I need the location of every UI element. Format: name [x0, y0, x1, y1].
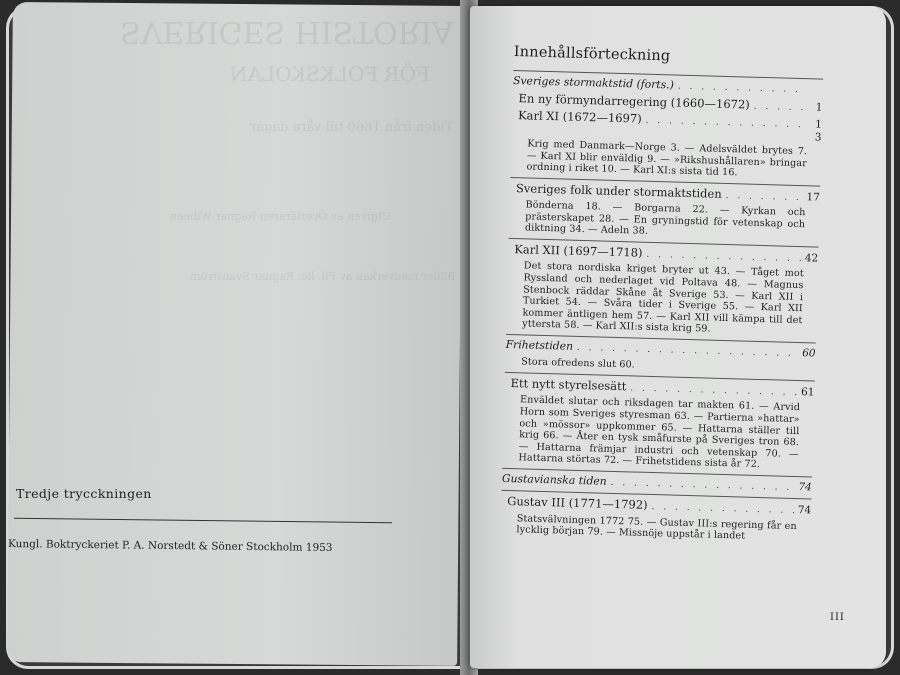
toc-entry: Gustav III (1771—1792) . . . 74	[507, 495, 811, 518]
toc-title: Innehållsförteckning	[513, 44, 671, 65]
printer-imprint: Kungl. Boktryckeriet P. A. Norstedt & Söner Stockholm 1953	[7, 538, 333, 554]
toc-entry-description: Stora ofredens slut 60.	[521, 356, 636, 371]
toc-entry-description: Bönderna 18. — Borgarna 22. — Kyrkan och prästerskapet 28. — En gryningstid för vetenskap och diktning 34. — Adeln 38.	[524, 199, 806, 238]
toc-entry-description: Enväldet slutar och riksdagen tar makten 61. — Arvid Horn som Sveriges styresman 63. — Partierna »hattar» och »mössor» uppkommer 65. — Hattarna ställer till krig 66. — Åter en tysk småfurste på Sveriges tron 68. — Hattarna främjar industri och vetenskap 70. — Hattarna störtas 72. — Frihetstidens sista år 72.	[518, 394, 801, 471]
toc-entry: En ny förmyndarregering (1660—1672) . . . 1	[518, 92, 822, 115]
show-through-text: SVERIGES HISTORIA	[120, 14, 454, 49]
toc-entry: Sveriges folk under stormaktstiden . . . 17	[516, 182, 820, 205]
edition-note: Tredje trycckningen	[16, 486, 152, 501]
toc-entry-page: 3	[814, 131, 822, 144]
toc-part-heading: Frihetstiden . . . 60	[505, 339, 815, 361]
show-through-text: FÖR FOLKSKOLAN	[230, 62, 430, 86]
toc-entry: Karl XII (1697—1718) . . . 42	[514, 243, 818, 266]
left-page	[7, 2, 463, 666]
toc-entry: Karl XI (1672—1697) . . . 1	[518, 109, 822, 132]
toc-part-heading: Gustavianska tiden . . . 74	[502, 473, 812, 495]
show-through-text: Bilder medverkan av Fil. lic. Ragnar Svanström	[190, 270, 456, 283]
toc-entry-description: Statsvälvningen 1772 75. — Gustav III:s regering får en lycklig början 79. — Missnöje uppstår i landet	[516, 513, 797, 542]
show-through-text: Utgiven av Överläraren Ragnar Wibeen	[170, 210, 392, 223]
page-number: III	[830, 612, 845, 623]
toc-entry: Ett nytt styrelsesätt . . . 61	[510, 377, 814, 400]
table-of-contents	[500, 46, 824, 547]
toc-entry-description: Krig med Danmark—Norge 3. — Adelsväldet brytes 7. — Karl XI blir enväldig 9. — »Rikshushållaren» bringar ordning i riket 10. — Karl XI:s sista tid 16.	[526, 138, 808, 179]
toc-entry-description: Det stora nordiska kriget bryter ut 43. — Tåget mot Ryssland och nederlaget vid Poltava 48. — Magnus Stenbock räddar Skåne åt Sverige 53. — Karl XII i Turkiet 54. — Svåra tider i Sverige 55. — Karl XII kommer äntligen hem 57. — Karl XII vill kämpa till det yttersta 58. — Karl XII:s sista krig 59.	[522, 260, 804, 335]
show-through-text: Tiden från 1660 till våra dagar	[250, 120, 454, 135]
toc-part-heading: Sveriges stormaktstid (forts.) . . .	[513, 75, 823, 97]
